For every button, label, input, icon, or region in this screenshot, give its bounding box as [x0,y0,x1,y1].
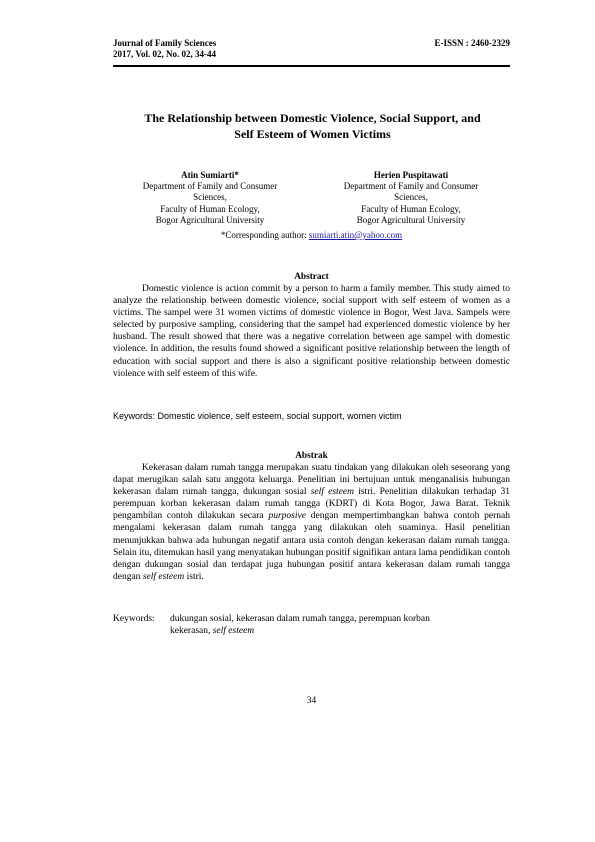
journal-volume: 2017, Vol. 02, No. 02, 34-44 [113,49,217,59]
author-block-1 [120,170,300,226]
author-block-2 [321,170,501,226]
author-department-cont: Sciences, [394,192,428,203]
abstrak-italic-term: self esteem [142,571,185,582]
author-university: Bogor Agricultural University [356,214,466,225]
author-department-cont: Sciences, [193,192,227,203]
abstrak-text-part-4: istri. [184,571,204,582]
corresponding-email-link[interactable]: sumiarti.atin@yahoo.com [308,230,403,240]
abstrak-italic-term: purposive [268,511,306,522]
author-department: Department of Family and Consumer [142,181,278,192]
keywords-list: Domestic violence, self esteem, social support, women victim [157,411,402,421]
header-rule [113,65,510,67]
keywords-label: Keywords: [113,411,158,421]
author-department: Department of Family and Consumer [343,181,479,192]
abstrak-keywords-italic: self esteem [212,626,255,637]
title-line-2: Self Esteem of Women Victims [234,126,391,141]
abstrak-keywords-line-1: dukungan sosial, kekerasan dalam rumah tangga, perempuan korban [170,614,430,624]
corresponding-label: *Corresponding author: [220,230,309,240]
abstrak-text-part-3: dengan mempertimbangkan bahwa contoh pernah mengalami kekerasan dalam rumah tangga yang dilakukan oleh suaminya. Hasil penelitian menunjukkan bahwa ada hubungan negatif antara usia contoh dengan kekerasan dalam rumah tangga. Selain itu, ditemukan hasil yang menyatakan hubungan positif signifikan antara lama pendidikan contoh dengan dukungan sosial dan terdapat juga hubungan positif antara kekerasan dalam rumah tangga dengan [113,511,510,582]
abstrak-heading: Abstrak [295,451,328,461]
abstrak-keywords [113,613,510,637]
abstrak-text [113,462,510,583]
abstrak-keywords-label: Keywords: [113,614,155,624]
abstract-text: Domestic violence is action commit by a person to harm a family member. This study aimed to analyze the relationship between domestic violence, social support with self esteem of women as a victims. The sampel were 31 women victims of domestic violence in Bogor, West Java. Sampels were selected by purposive sampling, considering that the sampel had experienced domestic violence by her husband. The result showed that there was a negative correlation between age sampel with domestic violence. In addition, the results found showed a significant positive relationship between the length of education with social support and there is also a significant positive relationship between domestic violence with self esteem of this wife. [113,284,510,379]
title-line-1: The Relationship between Domestic Violence, Social Support, and [144,111,481,125]
author-faculty: Faculty of Human Ecology, [160,203,260,214]
page-number: 34 [306,696,317,706]
abstrak-italic-term: self esteem [310,487,354,498]
author-faculty: Faculty of Human Ecology, [361,203,461,214]
abstract-keywords [113,410,510,422]
author-university: Bogor Agricultural University [155,214,265,225]
abstract-heading: Abstract [294,272,329,282]
abstrak-text-part-2: istri. Penelitian dilakukan terhadap 31 perempuan korban kekerasan dalam rumah tangga (KDRT) di Kota Bogor, Jawa Barat. Teknik pengambilan contoh dilakukan secara [113,487,510,522]
author-name: Atin Sumiarti* [181,170,239,180]
paper-title [100,111,525,142]
journal-name: Journal of Family Sciences [113,38,217,48]
abstrak-keywords-line-2 [113,625,510,637]
journal-issn: E-ISSN : 2460-2329 [434,38,510,48]
abstrak-keywords-text: kekerasan, [170,626,213,637]
corresponding-author [113,230,510,241]
abstrak-text-part-1: Kekerasan dalam rumah tangga merupakan suatu tindakan yang dilakukan oleh seseorang yang dapat merugikan salah satu anggota keluarga. Penelitian ini bertujuan untuk menganalisis hubungan kekerasan dalam rumah tangga, dukungan sosial [113,463,510,498]
author-name: Herien Puspitawati [373,170,449,180]
